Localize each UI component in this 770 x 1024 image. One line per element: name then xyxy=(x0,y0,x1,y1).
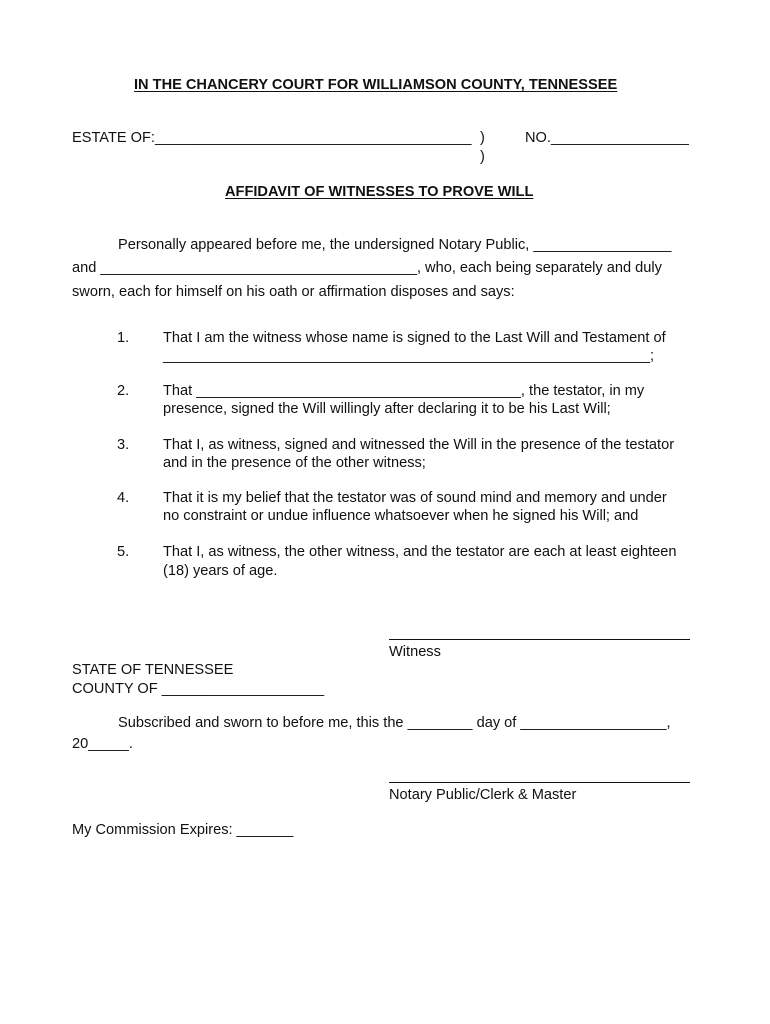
estate-of-field: ESTATE OF:_______________________________________ xyxy=(72,130,472,146)
notary-signature-line xyxy=(389,782,690,783)
item-text-line-2: presence, signed the Will willingly after declaring it to be his Last Will; xyxy=(163,401,611,417)
item-number: 4. xyxy=(117,490,130,506)
item-text-line-1: That I, as witness, signed and witnessed the Will in the presence of the testator xyxy=(163,437,675,453)
document-title: AFFIDAVIT OF WITNESSES TO PROVE WILL xyxy=(225,184,534,200)
item-text-line-2: (18) years of age. xyxy=(163,563,278,579)
court-title: IN THE CHANCERY COURT FOR WILLIAMSON COUNTY, TENNESSEE xyxy=(134,77,618,93)
item-number: 3. xyxy=(117,437,130,453)
item-text-line-1: That I, as witness, the other witness, and the testator are each at least eighteen xyxy=(163,544,677,560)
venue-state: STATE OF TENNESSEE xyxy=(72,662,234,678)
commission-expires: My Commission Expires: _______ xyxy=(72,822,294,838)
item-text-line-1: That ________________________________________, the testator, in my xyxy=(163,383,645,399)
item-text-line-2: and in the presence of the other witness; xyxy=(163,455,426,471)
notary-label: Notary Public/Clerk & Master xyxy=(389,787,577,803)
caption-paren-top: ) xyxy=(480,130,485,146)
venue-county: COUNTY OF ____________________ xyxy=(72,681,325,697)
item-number: 5. xyxy=(117,544,130,560)
item-text-line-1: That I am the witness whose name is signed to the Last Will and Testament of xyxy=(163,330,666,346)
case-number-field: NO._________________ xyxy=(525,130,689,146)
intro-line-1: Personally appeared before me, the undersigned Notary Public, _________________ xyxy=(118,237,672,253)
intro-line-2: and _______________________________________, who, each being separately and duly xyxy=(72,260,662,276)
item-number: 2. xyxy=(117,383,130,399)
intro-line-3: sworn, each for himself on his oath or affirmation disposes and says: xyxy=(72,284,515,300)
jurat-line-2: 20_____. xyxy=(72,736,133,752)
witness-label: Witness xyxy=(389,644,441,660)
item-text-line-2: no constraint or undue influence whatsoever when he signed his Will; and xyxy=(163,508,639,524)
item-number: 1. xyxy=(117,330,130,346)
jurat-line-1: Subscribed and sworn to before me, this the ________ day of __________________, xyxy=(118,715,671,731)
witness-signature-line xyxy=(389,639,690,640)
item-text-line-2: ____________________________________________________________; xyxy=(163,348,655,364)
item-text-line-1: That it is my belief that the testator was of sound mind and memory and under xyxy=(163,490,667,506)
caption-paren-bottom: ) xyxy=(480,149,485,165)
